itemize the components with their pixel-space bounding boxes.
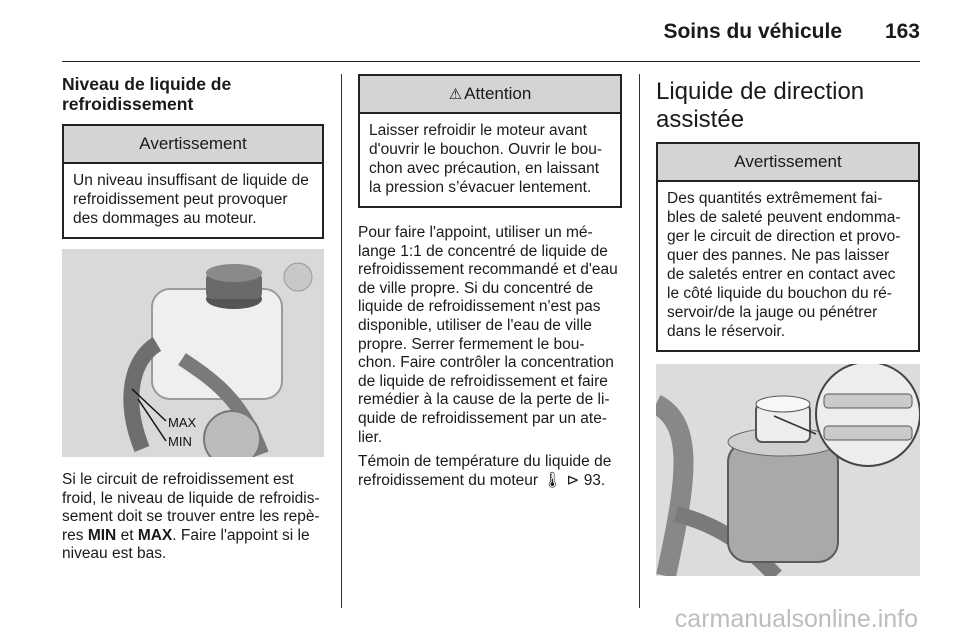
warning-box-title: Avertissement (64, 126, 322, 164)
coolant-temperature-icon: 🌡 (542, 471, 563, 489)
column-divider (341, 74, 342, 608)
attention-box (358, 74, 622, 208)
column-attention (358, 74, 622, 496)
page-number: 163 (884, 20, 920, 43)
refill-paragraph: Pour faire l'appoint, utiliser un mé-lange 1:1 de concentré de liquide de refroidissement recommandé et d'eau de ville propre. Si du concentré de liquide de refroidissement n'est pas disponible, utiliser de l'eau de ville propre. Serrer fermement le bou-chon. Faire contrôler la concentration de liquide de refroidissement et faire remédier à la cause de la perte de li-quide de refroidissement par un ate-lier. (358, 224, 618, 446)
text-run: Si le circuit de refroidissement est froid, le niveau de liquide de refroidis-sement doit se trouver entre les repè-res (62, 471, 320, 544)
warning-triangle-icon: ⚠ (448, 86, 463, 103)
text-run: . Faire l'appoint si le niveau est bas. (62, 526, 310, 563)
warning-box-text: Un niveau insuffisant de liquide de refroidissement peut provoquer des dommages au moteur. (73, 172, 309, 227)
column-coolant (62, 74, 324, 570)
steering-reservoir-photo (656, 364, 920, 576)
warning-box-title: Avertissement (658, 144, 918, 182)
warning-box-coolant (62, 124, 324, 239)
page-reference[interactable]: 93. (583, 471, 606, 489)
attention-box-header (360, 76, 620, 114)
watermark: carmanualsonline.info (674, 605, 918, 633)
attention-box-title: Attention (464, 84, 532, 103)
coolant-level-paragraph (62, 471, 324, 564)
coolant-reservoir-illustration (62, 249, 324, 457)
max-bold: MAX (137, 526, 173, 544)
section-heading-power-steering: Liquide de direction assistée (656, 78, 865, 133)
attention-box-text: Laisser refroidir le moteur avant d'ouvrir le bouchon. Ouvrir le bou-chon avec précaution, en laissant la pression s’évacuer lentement. (369, 122, 602, 196)
coolant-reservoir-photo (62, 249, 324, 457)
header-title: Soins du véhicule (663, 20, 842, 43)
min-mark-label: MIN (168, 434, 192, 449)
text-run: et (116, 526, 138, 544)
page-reference-icon: ⊳ (566, 471, 580, 489)
temperature-indicator-paragraph (358, 453, 622, 490)
column-power-steering (656, 74, 920, 590)
section-heading-coolant: Niveau de liquide de refroidissement (62, 74, 232, 114)
min-bold: MIN (87, 526, 117, 544)
steering-reservoir-illustration (656, 364, 920, 576)
warning-box-text: Des quantités extrêmement fai-bles de saleté peuvent endomma-ger le circuit de direction et provo-quer des pannes. Ne pas laisser de saletés entrer en contact avec le côté liquide du bouchon du ré-servoir/de la jauge ou pénétrer dans le réservoir. (667, 190, 901, 340)
warning-box-steering (656, 142, 920, 352)
max-mark-label: MAX (168, 415, 197, 430)
text-run: Témoin de température du liquide de refroidissement du moteur (358, 453, 612, 489)
header-rule (62, 61, 920, 62)
column-divider (639, 74, 640, 608)
